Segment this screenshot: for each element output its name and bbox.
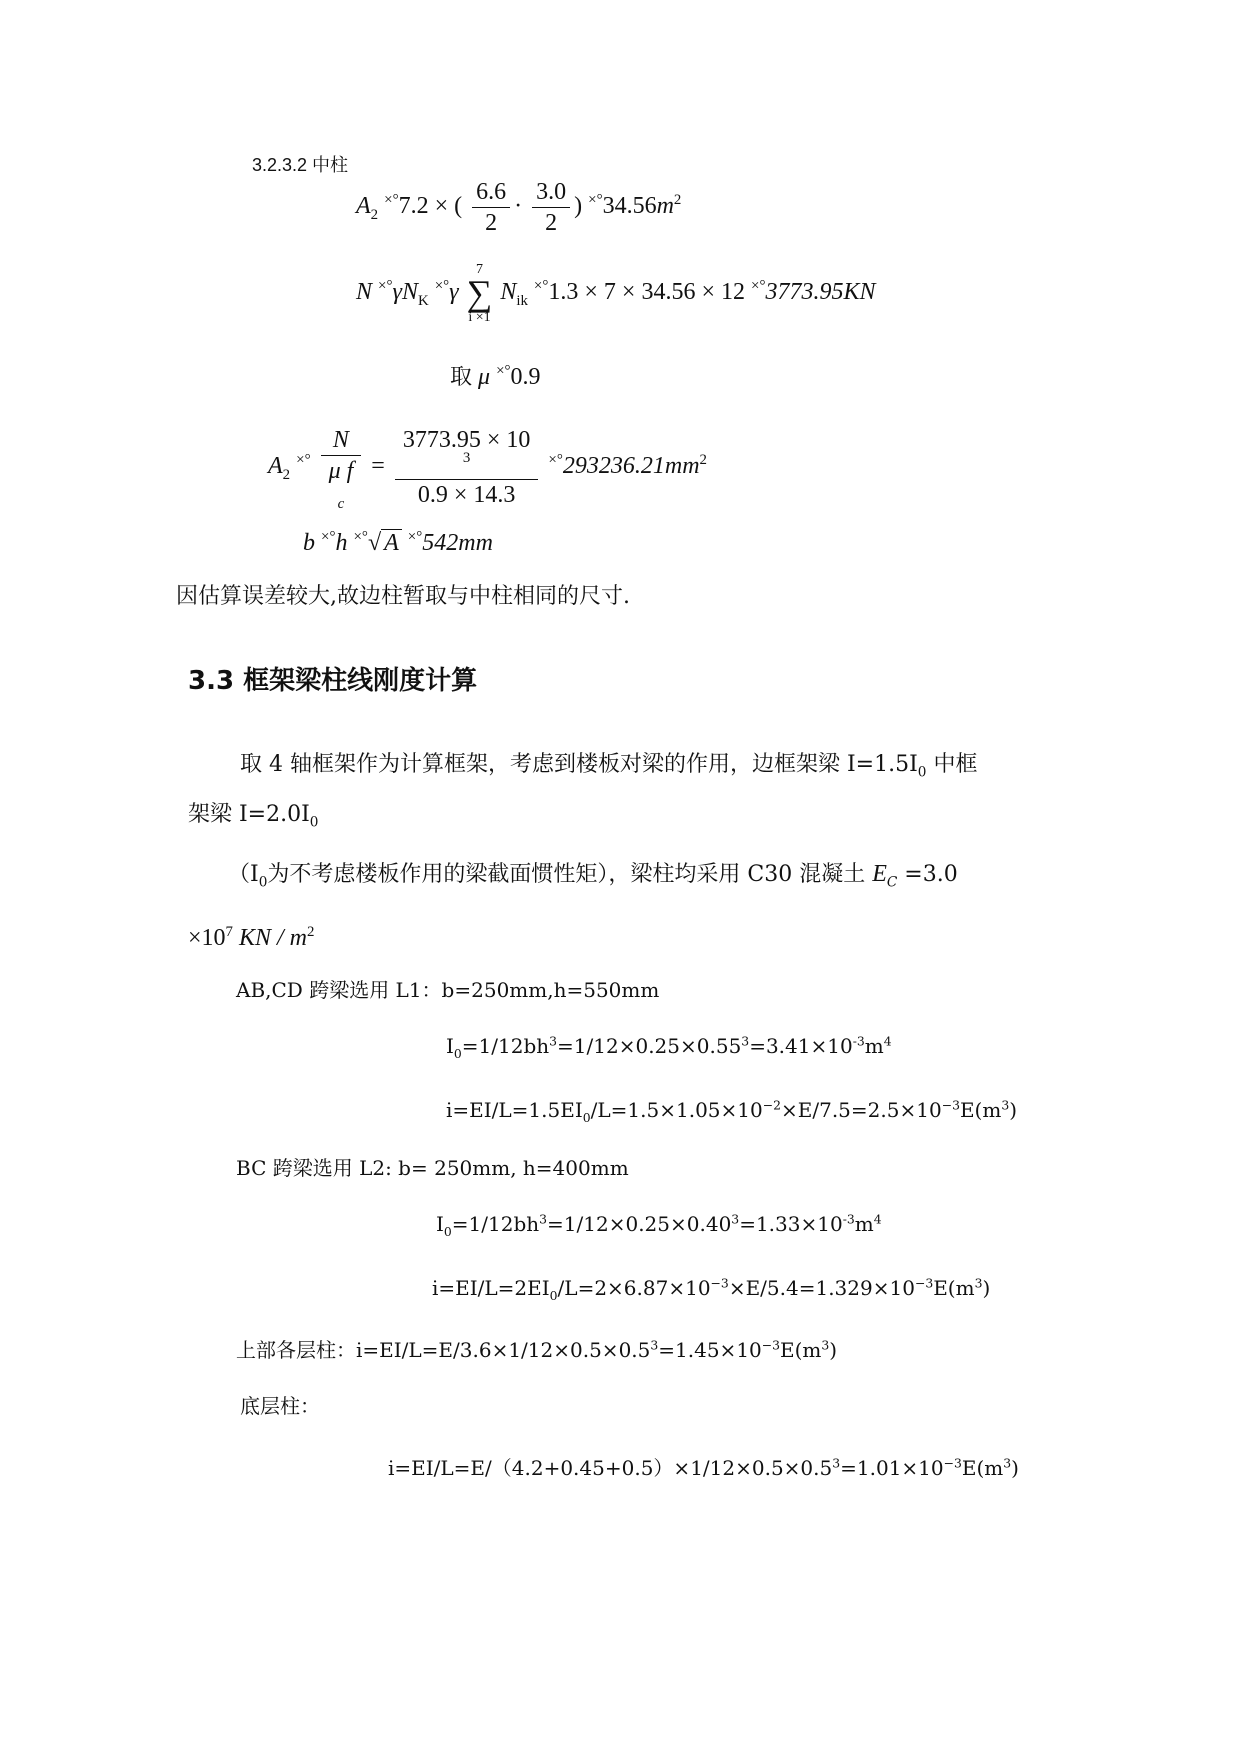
bottom-column-stiffness: $i=EI/L=E/(4.2+0.45+0.5)\times 1/12\times 0.5\times 0.5^3=1.01\times 10^{-3}E(m^3)$ <box>388 1455 1019 1480</box>
equation-b-h: b ×°h ×°√ A ×°542mm <box>303 529 493 556</box>
equation-a2-required: $A_2$ ×° N μ f $_c$ = 3773.95 × 10 $^3$ 0.9 × 14.3 $^{\times^\circ}293236.21mm^2$ <box>268 427 707 512</box>
estimate-note: 因估算误差较大,故边柱暂取与中柱相同的尺寸. <box>176 584 630 609</box>
fraction-n-over-mu-fc: N μ f $_c$ <box>321 428 362 507</box>
bottom-column-label: 底层柱： <box>240 1394 320 1418</box>
beam-l1-i0: $I_0=1/12bh^3=1/12\times 0.25\times 0.55^3=3.41\times 10^{-3}m^4$ <box>446 1033 892 1061</box>
elastic-modulus-unit: $\times 10^7$ KN / $m^2$ <box>188 924 315 951</box>
equation-n: N $^{\times^\circ}\gamma N_K$ ×°γ 7 ∑ i ×1 $N_{ik}$ ×°1.3 × 7 × 34.56 × 12 ×°3773.95KN <box>356 262 876 325</box>
beam-l1-title: AB,CD 跨梁选用 L1：b=250mm,h=550mm <box>236 978 660 1002</box>
paragraph-line: 架梁 $I=2.0I_0$ <box>188 802 319 831</box>
summation-sign: 7 ∑ i ×1 <box>466 262 493 325</box>
beam-l2-title: BC 跨梁选用 L2: b= 250mm, h=400mm <box>236 1156 629 1180</box>
beam-l1-stiffness: $i=EI/L=1.5EI_0/L=1.5\times 1.05\times 10^{-2}\times E/7.5=2.5\times 10^{-3}E(m^3)$ <box>446 1097 1018 1125</box>
fraction-values: 3773.95 × 10 $^3$ 0.9 × 14.3 <box>395 428 539 507</box>
paragraph-line: （$I_0$为不考虑楼板作用的梁截面惯性矩），梁柱均采用 C30 混凝土 $E_C =3.0$ <box>228 861 958 891</box>
subsection-label: 3.2.3.2 中柱 <box>252 155 349 175</box>
paragraph-line: 取 4 轴框架作为计算框架，考虑到楼板对梁的作用，边框架梁 $I=1.5I_0$ 中框 <box>240 752 978 781</box>
equation-mu: 取 μ ×°0.9 <box>450 363 541 390</box>
beam-l2-stiffness: $i=EI/L=2EI_0/L=2\times 6.87\times 10^{-3}\times E/5.4=1.329\times 10^{-3}E(m^3)$ <box>432 1275 991 1303</box>
beam-l2-i0: $I_0=1/12bh^3=1/12\times 0.25\times 0.40^3=1.33\times 10^{-3}m^4$ <box>436 1211 882 1239</box>
fraction-6-6-over-2: $\frac{6.6}{2}$ <box>472 180 510 235</box>
upper-column-stiffness: 上部各层柱：$i=EI/L=E/3.6\times 1/12\times 0.5\times 0.5^3=1.45\times 10^{-3}E(m^3)$ <box>236 1337 838 1362</box>
fraction-3-0-over-2: $\frac{3.0}{2}$ <box>532 180 570 235</box>
equation-a2: $A_2$ ×°7.2 × ( $\frac{6.6}{2}$ · $\frac{3.0}{2}$ ) $^{\times^\circ}34.56m^2$ <box>356 179 682 236</box>
section-heading: 3.3 框架梁柱线刚度计算 <box>188 666 478 696</box>
